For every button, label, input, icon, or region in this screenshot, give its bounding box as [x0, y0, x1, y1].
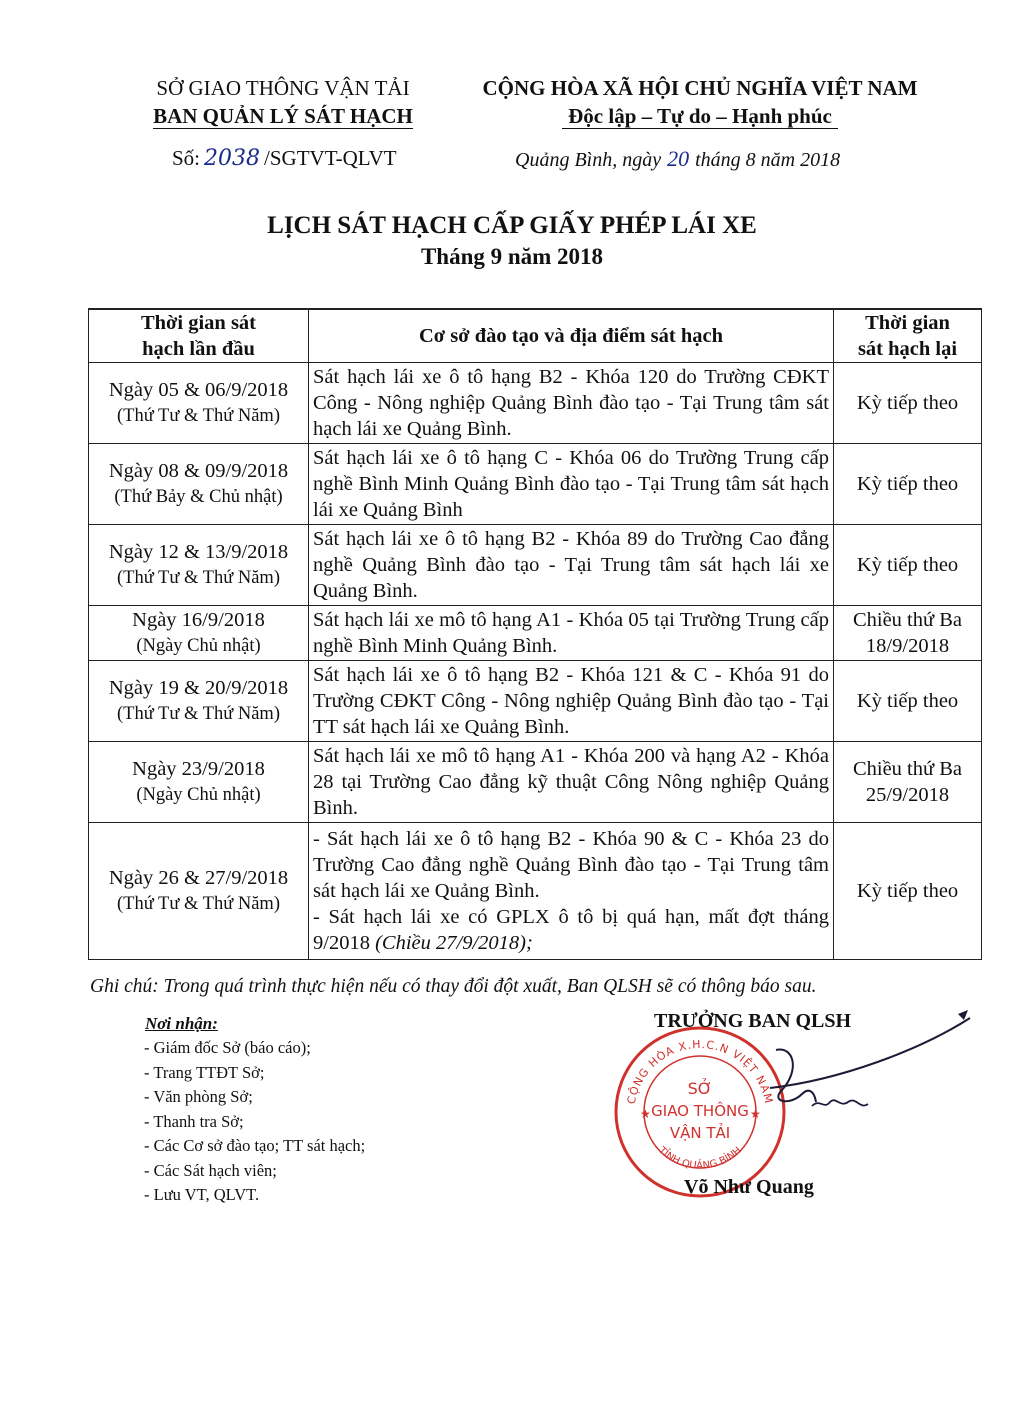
header-first-exam-line1: Thời gian sát	[140, 312, 257, 334]
table-row	[89, 363, 982, 444]
signer-title: TRƯỞNG BAN QLSH	[654, 1010, 852, 1032]
recipient-item: - Các Cơ sở đào tạo; TT sát hạch;	[144, 1136, 366, 1155]
exam-date-cell	[89, 661, 309, 742]
exam-weekdays: (Ngày Chủ nhật)	[136, 785, 261, 805]
exam-description-part2	[313, 904, 829, 956]
seal-outer-text: CỘNG HÒA X.H.C.N VIỆT NAM	[624, 1037, 776, 1106]
retest-line2: 18/9/2018	[865, 635, 950, 657]
exam-date: Ngày 08 & 09/9/2018	[108, 460, 289, 482]
exam-description: Sát hạch lái xe mô tô hạng A1 - Khóa 200 và hạng A2 - Khóa 28 tại Trường Cao đẳng kỹ thuật Công Nông nghiệp Quảng Bình.	[309, 742, 834, 823]
exam-date-cell	[89, 363, 309, 444]
exam-date: Ngày 26 & 27/9/2018	[108, 867, 289, 889]
exam-date-cell	[89, 525, 309, 606]
exam-description-part2-text: - Sát hạch lái xe có GPLX ô tô bị quá hạn, mất đợt tháng 9/2018	[313, 906, 829, 954]
table-row	[89, 661, 982, 742]
agency-line1: SỞ GIAO THÔNG VẬN TẢI	[156, 76, 410, 100]
seal-center-line3: VẬN TẢI	[669, 1124, 731, 1142]
nation-header	[450, 74, 950, 130]
retest-line1: Kỳ tiếp theo	[856, 690, 959, 712]
exam-description: Sát hạch lái xe ô tô hạng B2 - Khóa 89 do Trường Cao đẳng nghề Quảng Bình đào tạo - Tại Trung tâm sát hạch lái xe Quảng Bình.	[309, 525, 834, 606]
header-retest	[834, 309, 982, 363]
seal-star-icon: ★	[640, 1107, 651, 1121]
header-retest-line1: Thời gian	[865, 312, 950, 334]
retest-line1: Chiều thứ Ba	[852, 758, 963, 780]
doc-number-suffix: /SGTVT-QLVT	[264, 146, 397, 170]
document-title: LỊCH SÁT HẠCH CẤP GIẤY PHÉP LÁI XE	[267, 212, 757, 239]
seal-star-icon: ★	[750, 1107, 761, 1121]
document-number	[172, 146, 397, 171]
exam-weekdays: (Thứ Tư & Thứ Năm)	[117, 406, 280, 426]
retest-line1: Kỳ tiếp theo	[856, 554, 959, 576]
exam-description: Sát hạch lái xe ô tô hạng B2 - Khóa 120 do Trường CĐKT Công - Nông nghiệp Quảng Bình đào tạo - Tại Trung tâm sát hạch lái xe Quảng Bình.	[309, 363, 834, 444]
document-subtitle: Tháng 9 năm 2018	[420, 244, 604, 269]
exam-date-cell	[89, 823, 309, 960]
header-first-exam-line2: hạch lần đầu	[142, 338, 255, 360]
header-retest-line2: sát hạch lại	[857, 338, 958, 360]
header-first-exam	[89, 309, 309, 363]
exam-date: Ngày 05 & 06/9/2018	[108, 379, 289, 401]
retest-cell	[834, 525, 982, 606]
agency-line2: BAN QUẢN LÝ SÁT HẠCH	[153, 104, 413, 128]
footnote: Ghi chú: Trong quá trình thực hiện nếu có thay đổi đột xuất, Ban QLSH sẽ có thông báo sau.	[90, 976, 817, 997]
seal-center-line2: GIAO THÔNG	[651, 1102, 749, 1120]
place-prefix: Quảng Bình, ngày	[515, 149, 662, 171]
exam-date: Ngày 16/9/2018	[132, 609, 265, 631]
retest-line1: Kỳ tiếp theo	[856, 392, 959, 414]
exam-description: Sát hạch lái xe ô tô hạng C - Khóa 06 do Trường Trung cấp nghề Bình Minh Quảng Bình đào tạo - Tại Trung tâm sát hạch lái xe Quảng Bình	[309, 444, 834, 525]
exam-date-cell	[89, 606, 309, 661]
exam-weekdays: (Thứ Tư & Thứ Năm)	[117, 568, 280, 588]
seal-bottom-text: TỈNH QUẢNG BÌNH	[656, 1145, 744, 1172]
handwritten-signature	[687, 1010, 990, 1150]
exam-date: Ngày 12 & 13/9/2018	[108, 541, 289, 563]
recipient-item: - Các Sát hạch viên;	[144, 1160, 277, 1180]
retest-cell	[834, 363, 982, 444]
exam-date-cell	[89, 444, 309, 525]
exam-weekdays: (Ngày Chủ nhật)	[136, 636, 261, 656]
retest-cell	[834, 661, 982, 742]
exam-date: Ngày 23/9/2018	[132, 758, 265, 780]
nation-motto: Độc lập – Tự do – Hạnh phúc	[562, 104, 838, 129]
retest-cell	[834, 742, 982, 823]
exam-weekdays: (Thứ Bảy & Chủ nhật)	[114, 487, 283, 507]
recipient-item: - Lưu VT, QLVT.	[144, 1185, 260, 1204]
exam-description	[309, 823, 834, 960]
recipients-list	[144, 1036, 365, 1208]
table-header-row	[89, 309, 982, 363]
table-row	[89, 606, 982, 661]
exam-description-part2-italic: (Chiều 27/9/2018);	[375, 932, 533, 954]
exam-weekdays: (Thứ Tư & Thứ Năm)	[117, 704, 280, 724]
place-date	[515, 146, 840, 172]
place-suffix: tháng 8 năm 2018	[695, 149, 841, 171]
seal-center-line1: SỞ	[687, 1079, 713, 1098]
exam-description: Sát hạch lái xe ô tô hạng B2 - Khóa 121 & C - Khóa 91 do Trường CĐKT Công - Nông nghiệp Quảng Bình đào tạo - Tại TT sát hạch lái xe Quảng Bình.	[309, 661, 834, 742]
retest-line1: Kỳ tiếp theo	[856, 473, 959, 495]
retest-cell	[834, 606, 982, 661]
retest-cell: Kỳ tiếp theo	[834, 823, 982, 960]
recipient-item: - Trang TTĐT Sở;	[144, 1062, 265, 1082]
retest-line1: Chiều thứ Ba	[852, 609, 963, 631]
doc-number-prefix: Số:	[172, 146, 201, 170]
exam-date-cell	[89, 742, 309, 823]
retest-cell	[834, 444, 982, 525]
place-day-handwritten: 20	[667, 146, 690, 171]
exam-date: Ngày 19 & 20/9/2018	[108, 677, 289, 699]
recipient-item: - Thanh tra Sở;	[144, 1111, 244, 1131]
table-row	[89, 823, 982, 960]
agency-header	[118, 74, 448, 130]
header-location: Cơ sở đào tạo và địa điểm sát hạch	[309, 309, 834, 363]
table-row	[89, 525, 982, 606]
signer-name: Võ Như Quang	[684, 1176, 814, 1198]
retest-line2: 25/9/2018	[865, 784, 950, 806]
exam-description-part1: - Sát hạch lái xe ô tô hạng B2 - Khóa 90 & C - Khóa 23 do Trường Cao đẳng nghề Quảng Bình đào tạo - Tại Trung tâm sát hạch lái xe Quảng Bình.	[313, 828, 829, 902]
exam-weekdays: (Thứ Tư & Thứ Năm)	[117, 894, 280, 914]
recipients-title: Nơi nhận:	[145, 1014, 218, 1033]
recipient-item: - Văn phòng Sở;	[144, 1087, 253, 1106]
doc-number-handwritten: 2038	[204, 146, 261, 171]
schedule-table	[88, 308, 982, 960]
nation-line1: CỘNG HÒA XÃ HỘI CHỦ NGHĨA VIỆT NAM	[482, 76, 918, 100]
recipient-item: - Giám đốc Sở (báo cáo);	[144, 1038, 311, 1057]
table-row	[89, 444, 982, 525]
exam-description: Sát hạch lái xe mô tô hạng A1 - Khóa 05 tại Trường Trung cấp nghề Bình Minh Quảng Bình.	[309, 606, 834, 661]
table-row	[89, 742, 982, 823]
